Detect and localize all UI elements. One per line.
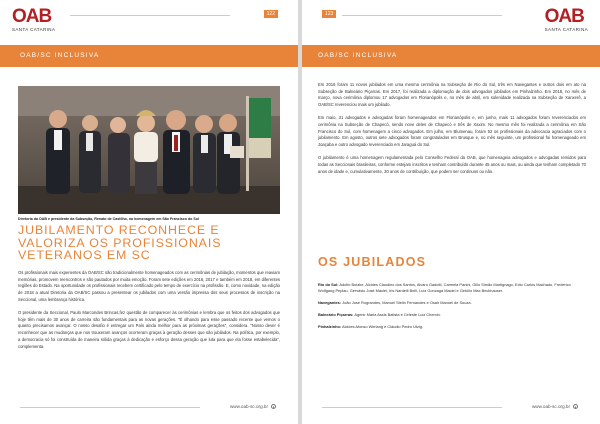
paragraph: Em 2016 foram 11 novos jubilados em uma mesma cerimônia na Subseção de Rio do Sul, três em Navegantes e outros dois em ato na Subseção de Balneário Piçarras. Em 2017, foi realizada a diplomação de dois advogados jubilados em Pinhalzinho. Em 2018, no mês de março, nova cerimônia diplomou 17 advogados em Florianópolis e, no mês de abril, em solenidade realizada na Subseção de Xanxerê, a OAB/SC reverenciou mais um jubilado. xyxy=(318,82,586,108)
list-item-names: Agenir Maria Assis Batista e Celeste Luiz Chemin. xyxy=(354,312,441,317)
group-photo-illustration xyxy=(18,86,280,214)
paragraph: O jubilamento é uma homenagem regulamentada pelo Conselho Federal da OAB, que homenageia advogados e advogadas remidos para todas as Seccionais brasileiras, conforme estejam inscritos e tenham contribuído durante 45 anos ou mais, ou ainda que tenham completado 70 anos de idade e, cumulativamente, 30 anos de contribuição, que podem ser contínuos ou não. xyxy=(318,155,586,174)
left-page xyxy=(0,0,298,424)
footer-url[interactable]: www.oab-sc.org.br xyxy=(229,404,268,409)
footer xyxy=(230,404,276,409)
list-item xyxy=(318,282,584,294)
oab-logo xyxy=(545,8,588,32)
page-number: 123 xyxy=(322,10,336,18)
footer xyxy=(532,404,578,409)
oab-seal-icon: ● xyxy=(272,405,275,409)
list-item-city: Navegantes: xyxy=(318,300,342,305)
list-item-names: Alcides Afonso Werlang e Cláudio Pedro Utzig. xyxy=(342,324,424,329)
right-page xyxy=(302,0,600,424)
paragraph: O presidente da Seccional, Paulo Marcondes Brincas,fez questão de comparecer às cerimônias e lembra que os feitos dos advogados que hoje têm mais de 30 anos de carreira são fundamentais para as novas gerações. "É olhando para esse passado recente que vemos o quanto precisamos avançar. O nosso desafio é entregar um País ainda melhor para as próximas gerações", considera. "Nosso dever é reconhecer que as mudanças que nos trouxeram avanços ocorreram graças à geração desses que são jubilados. Na política, por exemplo, a democracia só foi construída de maneira sólida graças à dedicação e esforço dessa geração que luta para que ela fosse estabelecida", complementa. xyxy=(18,310,280,349)
article-body xyxy=(18,270,280,357)
article-body-continued xyxy=(318,82,586,182)
logo-subtitle: SANTA CATARINA xyxy=(544,27,588,32)
header-rule xyxy=(342,15,502,16)
paragraph: Em maio, 31 advogados e advogadas foram homenageados em Florianópolis e, em junho, mais 11 advogados foram reverenciados em cerimônia na Subseção de Chapecó, sendo nove deles de Chapecó e três de Xaxim. No mesmo mês foi realizada a cerimônia em São Francisco do Sul, com homenagem a cinco advogados. Em julho, em Blumenau, foram 52 os profissionais da advocacia agraciados com o jubilamento. Em agosto, outros sete advogados foram congratulados em Brusque e, no mês seguinte, um profissional foi homenageado em Joaçaba e outro advogado reverenciado em Jaraguá do Sul. xyxy=(318,115,586,148)
section-bar xyxy=(302,45,600,67)
footer-rule xyxy=(20,407,200,408)
list-item xyxy=(318,324,584,330)
jubilados-list xyxy=(318,282,584,336)
paragraph: Os profissionais mais experientes da OAB/SC são tradicionalmente homenageados com as cerimônias de jubilação, momentos que reaviam memórias, promovem reencontros e são pautados por muita emoção. Foram sete edições em 2016, 2017 e também em 2018, em diferentes regiões do Estado. Na oportunidade os profissionais recebem certificado pelo tempo de exercício na profissão. E, como novidade, na edição de 2018 a atual Diretoria da OAB/SC passou a presentear os jubilados com uma versão impressa dos seus processos de inscrição na Seccional, uma lembrança histórica. xyxy=(18,270,280,302)
group-photo xyxy=(18,86,280,214)
footer-rule xyxy=(322,407,502,408)
section-bar-label: OAB/SC INCLUSIVA xyxy=(318,52,398,59)
section-bar-label: OAB/SC INCLUSIVA xyxy=(20,52,100,59)
list-item xyxy=(318,300,584,306)
page-number: 122 xyxy=(264,10,278,18)
article-headline: JUBILAMENTO RECONHECE E VALORIZA OS PROFISSIONAIS VETERANOS EM SC xyxy=(18,223,222,262)
logo-mark: OAB xyxy=(544,6,584,27)
list-item-city: Pinhalzinho: xyxy=(318,324,342,329)
logo-subtitle: SANTA CATARINA xyxy=(12,27,56,32)
list-item xyxy=(318,312,584,318)
footer-url[interactable]: www.oab-sc.org.br xyxy=(531,404,570,409)
oab-seal-icon: ● xyxy=(574,405,577,409)
list-item-city: Balneário Piçarras: xyxy=(318,312,354,317)
section-bar xyxy=(0,45,298,67)
list-item-names: Adolfo Butzke, Alcides Claudino dos Santos, Alvaro Gadotti, Carmela Panini, Gilio Simão Martignago, Edio Carlos Machado, Frederico Wolfgang Peplau, Gervásio José Maciel, Iris Nardelli Belli, Luiz Gonzaga Maciel e Getúlio Max Beckhauser. xyxy=(318,282,571,293)
list-item-city: Rio do Sul: xyxy=(318,282,339,287)
oab-logo xyxy=(12,8,55,32)
list-item-names: João José Rograndes, Manoel Stelin Fernandes e Osair Manoel de Souza. xyxy=(342,300,472,305)
photo-caption: Diretoria da OAB e presidente da Subseção, Renato de Castilho, na homenagem em São Francisco do Sul xyxy=(18,217,199,221)
header-rule xyxy=(70,15,230,16)
section-title: OS JUBILADOS xyxy=(318,255,427,269)
logo-mark: OAB xyxy=(12,6,52,27)
